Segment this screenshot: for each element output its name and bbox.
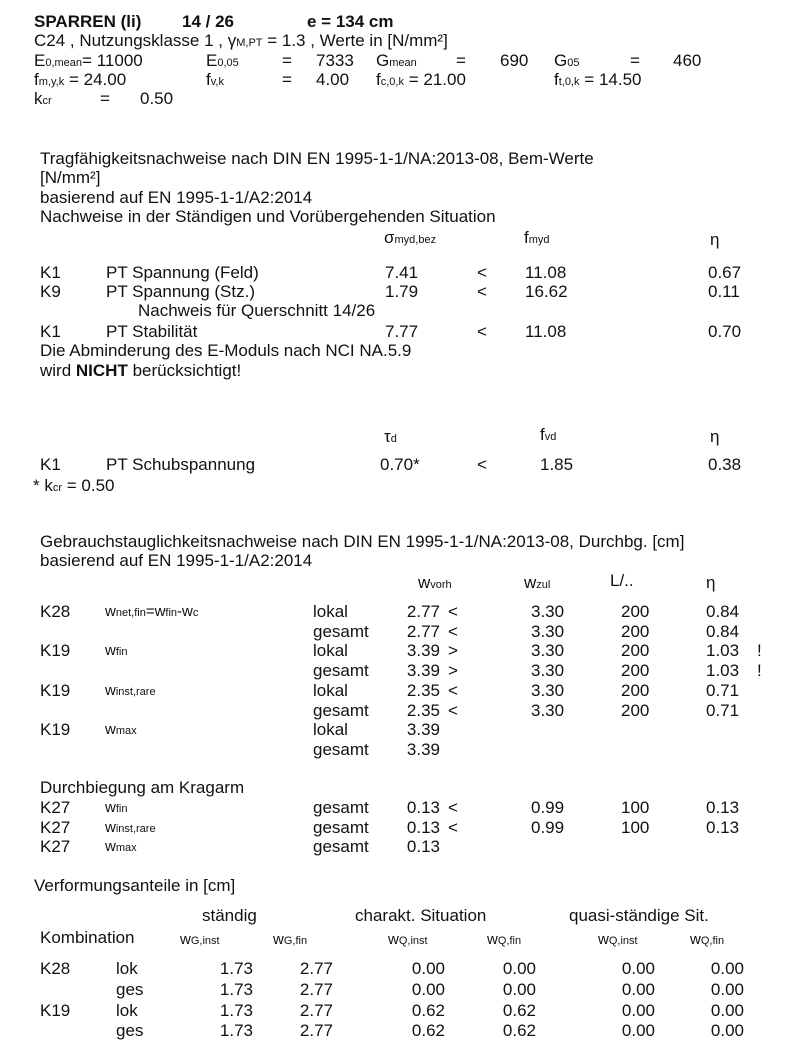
location-type: ges: [116, 980, 144, 999]
deformation-value: 0.00: [621, 959, 655, 978]
prop-fmyk: fm,y,k = 24.00: [34, 70, 127, 89]
col-subscript: Q,fin: [497, 935, 522, 947]
col-wvorh-header: wvorh: [418, 573, 452, 592]
check-utilization: 0.38: [708, 455, 742, 474]
deflection-type: gesamt: [313, 701, 369, 720]
combo-id: K28: [40, 602, 71, 621]
deformation-title: Verformungsanteile in [cm]: [34, 876, 236, 895]
check-utilization: 0.71: [706, 681, 740, 700]
prop-kcr-val: 0.50: [140, 89, 174, 108]
deflection-extra-sub: fin: [165, 607, 178, 619]
check-operator: <: [448, 798, 458, 817]
deformation-col-header: [180, 930, 220, 951]
combo-id: K27: [40, 798, 71, 817]
deflection-value: 0.13: [406, 818, 440, 837]
check-limit: 11.08: [525, 322, 567, 341]
check-operator: >: [448, 661, 458, 680]
check-label: PT Stabilität: [106, 322, 198, 341]
group-header-permanent: ständig: [202, 906, 257, 925]
deflection-subscript: inst,rare: [115, 686, 156, 698]
span-ratio: 200: [621, 622, 650, 641]
deformation-col-header: [388, 930, 428, 951]
deformation-value: 0.00: [710, 1021, 744, 1040]
cross-section: 14 / 26: [182, 12, 234, 31]
col-symbol: w: [273, 931, 284, 948]
kcr-footnote: * kcr = 0.50: [33, 476, 115, 495]
prop-fvk-eq: =: [282, 70, 292, 89]
col-fvd-header: fvd: [540, 425, 557, 444]
prop-kcr-eq: =: [100, 89, 110, 108]
deflection-subscript: max: [115, 842, 137, 854]
deformation-value: 0.00: [621, 980, 655, 999]
prop-kcr: kcr: [34, 89, 52, 108]
deformation-value: 0.00: [411, 959, 445, 978]
check-operator: <: [477, 455, 487, 474]
combo-id: K27: [40, 837, 71, 856]
deflection-type: gesamt: [313, 798, 369, 817]
deflection-type: gesamt: [313, 818, 369, 837]
deflection-type: lokal: [313, 720, 348, 739]
deformation-value: 0.00: [502, 959, 536, 978]
check-utilization: 0.13: [706, 798, 740, 817]
deformation-value: 1.73: [219, 1001, 253, 1020]
deflection-value: 0.13: [406, 798, 440, 817]
check-limit: 1.85: [540, 455, 574, 474]
deflection-extra: =w: [145, 603, 166, 620]
col-symbol: w: [388, 931, 399, 948]
deformation-value: 0.00: [710, 980, 744, 999]
col-symbol: w: [487, 931, 498, 948]
deformation-value: 0.00: [502, 980, 536, 999]
location-type: lok: [116, 959, 138, 978]
check-operator: >: [448, 641, 458, 660]
check-utilization: 0.84: [706, 602, 740, 621]
col-fmyd-header: fmyd: [524, 228, 550, 247]
combo-id: K28: [40, 959, 71, 978]
check-limit: 16.62: [525, 282, 568, 301]
deflection-extra2: -w: [177, 603, 193, 620]
prop-g05: G05: [554, 51, 580, 70]
deflection-value: 2.77: [406, 622, 440, 641]
deflection-type: gesamt: [313, 622, 369, 641]
deflection-symbol: winst,rare: [105, 819, 156, 836]
check-operator: <: [448, 622, 458, 641]
kombination-header: Kombination: [40, 928, 135, 947]
group-header-characteristic: charakt. Situation: [355, 906, 487, 925]
deflection-limit: 3.30: [531, 641, 565, 660]
emod-note-line2: wird NICHT berücksichtigt!: [40, 361, 242, 380]
deflection-symbol: wnet,fin=wfin-wc: [105, 603, 199, 620]
deformation-value: 0.62: [502, 1001, 536, 1020]
prop-gmean-val: 690: [500, 51, 529, 70]
col-ld-header: L/..: [610, 571, 634, 590]
deflection-limit: 0.99: [531, 818, 565, 837]
deflection-limit: 0.99: [531, 798, 565, 817]
prop-gmean: Gmean: [376, 51, 417, 70]
col-wzul-header: wzul: [524, 573, 551, 592]
prop-ft0k: ft,0,k = 14.50: [554, 70, 642, 89]
deflection-symbol: wmax: [105, 721, 137, 738]
check-utilization: 1.03: [706, 641, 740, 660]
material-line: C24 , Nutzungsklasse 1 , γM,PT = 1.3 , Werte in [N/mm²]: [34, 31, 448, 50]
deformation-value: 1.73: [219, 959, 253, 978]
prop-fvk-val: 4.00: [316, 70, 350, 89]
deformation-value: 2.77: [299, 980, 333, 999]
check-value: 7.41: [385, 263, 419, 282]
col-subscript: G,inst: [190, 935, 220, 947]
combo-id: K1: [40, 455, 61, 474]
deflection-value: 3.39: [406, 740, 440, 759]
cross-section-note: Nachweis für Querschnitt 14/26: [138, 301, 376, 320]
deflection-type: gesamt: [313, 837, 369, 856]
deflection-value: 3.39: [406, 641, 440, 660]
emod-note-line1: Die Abminderung des E-Moduls nach NCI NA.5.9: [40, 341, 412, 360]
col-subscript: Q,inst: [608, 935, 638, 947]
deflection-type: gesamt: [313, 740, 369, 759]
combo-id: K27: [40, 818, 71, 837]
deformation-value: 2.77: [299, 1021, 333, 1040]
col-subscript: Q,inst: [398, 935, 428, 947]
prop-g05-val: 460: [673, 51, 702, 70]
deflection-value: 3.39: [406, 661, 440, 680]
deformation-value: 0.62: [411, 1021, 445, 1040]
span-ratio: 200: [621, 681, 650, 700]
combo-id: K19: [40, 641, 71, 660]
check-utilization: 0.84: [706, 622, 740, 641]
sls-title: Gebrauchstauglichkeitsnachweise nach DIN EN 1995-1-1/NA:2013-08, Durchbg. [cm]: [40, 532, 685, 551]
deflection-limit: 3.30: [531, 661, 565, 680]
check-operator: <: [477, 263, 487, 282]
cantilever-title: Durchbiegung am Kragarm: [40, 778, 245, 797]
deflection-symbol: winst,rare: [105, 682, 156, 699]
group-header-quasi-permanent: quasi-ständige Sit.: [569, 906, 709, 925]
col-symbol: w: [180, 931, 191, 948]
check-operator: <: [448, 602, 458, 621]
warning-flag: !: [757, 641, 762, 660]
col-eta-header: η: [710, 230, 720, 249]
prop-e0mean: E0,mean= 11000: [34, 51, 143, 70]
deflection-subscript: fin: [115, 803, 128, 815]
combo-id: K19: [40, 681, 71, 700]
prop-e005-val: 7333: [316, 51, 354, 70]
deflection-type: lokal: [313, 641, 348, 660]
deformation-value: 1.73: [219, 980, 253, 999]
deflection-subscript: max: [115, 725, 137, 737]
deflection-limit: 3.30: [531, 681, 565, 700]
deflection-subscript: inst,rare: [115, 823, 156, 835]
uls-title: Tragfähigkeitsnachweise nach DIN EN 1995-1-1/NA:2013-08, Bem-Werte: [40, 149, 594, 168]
deflection-subscript: fin: [115, 646, 128, 658]
deflection-limit: 3.30: [531, 622, 565, 641]
col-symbol: w: [598, 931, 609, 948]
col-tau-header: τd: [384, 427, 397, 446]
span-ratio: 100: [621, 798, 650, 817]
col-symbol: w: [690, 931, 701, 948]
prop-e005: E0,05: [206, 51, 239, 70]
rafter-spacing: e = 134 cm: [307, 12, 394, 31]
check-limit: 11.08: [525, 263, 567, 282]
deflection-symbol: wmax: [105, 838, 137, 855]
deformation-col-header: [487, 930, 521, 951]
col-eta-header: η: [710, 427, 720, 446]
check-utilization: 0.67: [708, 263, 742, 282]
deflection-value: 3.39: [406, 720, 440, 739]
deflection-type: lokal: [313, 681, 348, 700]
span-ratio: 200: [621, 661, 650, 680]
span-ratio: 200: [621, 701, 650, 720]
combo-id: K9: [40, 282, 61, 301]
deflection-type: gesamt: [313, 661, 369, 680]
deflection-value: 2.35: [406, 701, 440, 720]
deflection-subscript: net,fin: [115, 607, 146, 619]
deformation-value: 0.62: [502, 1021, 536, 1040]
check-utilization: 1.03: [706, 661, 740, 680]
deformation-value: 0.00: [411, 980, 445, 999]
span-ratio: 200: [621, 602, 650, 621]
check-label: PT Spannung (Feld): [106, 263, 259, 282]
prop-g05-eq: =: [630, 51, 640, 70]
deflection-symbol: wfin: [105, 642, 128, 659]
combo-id: K19: [40, 720, 71, 739]
check-value: 0.70*: [380, 455, 420, 474]
prop-fc0k: fc,0,k = 21.00: [376, 70, 466, 89]
col-eta-header: η: [706, 573, 716, 592]
check-utilization: 0.13: [706, 818, 740, 837]
deformation-col-header: [273, 930, 307, 951]
uls-situation: Nachweise in der Ständigen und Vorübergehenden Situation: [40, 207, 496, 226]
deformation-value: 0.00: [621, 1001, 655, 1020]
prop-e005-eq: =: [282, 51, 292, 70]
col-subscript: Q,fin: [700, 935, 725, 947]
deformation-value: 1.73: [219, 1021, 253, 1040]
deformation-value: 0.00: [710, 1001, 744, 1020]
deflection-value: 2.77: [406, 602, 440, 621]
deformation-value: 2.77: [299, 1001, 333, 1020]
deformation-col-header: [598, 930, 638, 951]
check-label: PT Spannung (Stz.): [106, 282, 255, 301]
check-label: PT Schubspannung: [106, 455, 256, 474]
combo-id: K19: [40, 1001, 71, 1020]
check-utilization: 0.11: [708, 282, 740, 301]
deformation-value: 2.77: [299, 959, 333, 978]
deflection-limit: 3.30: [531, 701, 565, 720]
span-ratio: 100: [621, 818, 650, 837]
deformation-col-header: [690, 930, 724, 951]
check-value: 1.79: [385, 282, 419, 301]
check-operator: <: [448, 701, 458, 720]
uls-basis: basierend auf EN 1995-1-1/A2:2014: [40, 188, 313, 207]
check-operator: <: [448, 818, 458, 837]
check-operator: <: [477, 282, 487, 301]
deformation-value: 0.62: [411, 1001, 445, 1020]
deformation-value: 0.00: [710, 959, 744, 978]
combo-id: K1: [40, 322, 61, 341]
check-value: 7.77: [385, 322, 419, 341]
combo-id: K1: [40, 263, 61, 282]
warning-flag: !: [757, 661, 762, 680]
check-utilization: 0.71: [706, 701, 740, 720]
deformation-value: 0.00: [621, 1021, 655, 1040]
prop-fvk: fv,k: [206, 70, 224, 89]
member-title: SPARREN (li): [34, 12, 142, 31]
deflection-type: lokal: [313, 602, 348, 621]
location-type: ges: [116, 1021, 144, 1040]
prop-gmean-eq: =: [456, 51, 466, 70]
check-utilization: 0.70: [708, 322, 742, 341]
deflection-extra2-sub: c: [192, 607, 199, 619]
check-operator: <: [448, 681, 458, 700]
deflection-symbol: wfin: [105, 799, 128, 816]
deflection-value: 2.35: [406, 681, 440, 700]
span-ratio: 200: [621, 641, 650, 660]
col-sigma-header: σmyd,bez: [384, 228, 437, 247]
check-operator: <: [477, 322, 487, 341]
sls-basis: basierend auf EN 1995-1-1/A2:2014: [40, 551, 313, 570]
uls-unit: [N/mm²]: [40, 168, 101, 187]
deflection-value: 0.13: [406, 837, 440, 856]
location-type: lok: [116, 1001, 138, 1020]
deflection-limit: 3.30: [531, 602, 565, 621]
col-subscript: G,fin: [283, 935, 308, 947]
